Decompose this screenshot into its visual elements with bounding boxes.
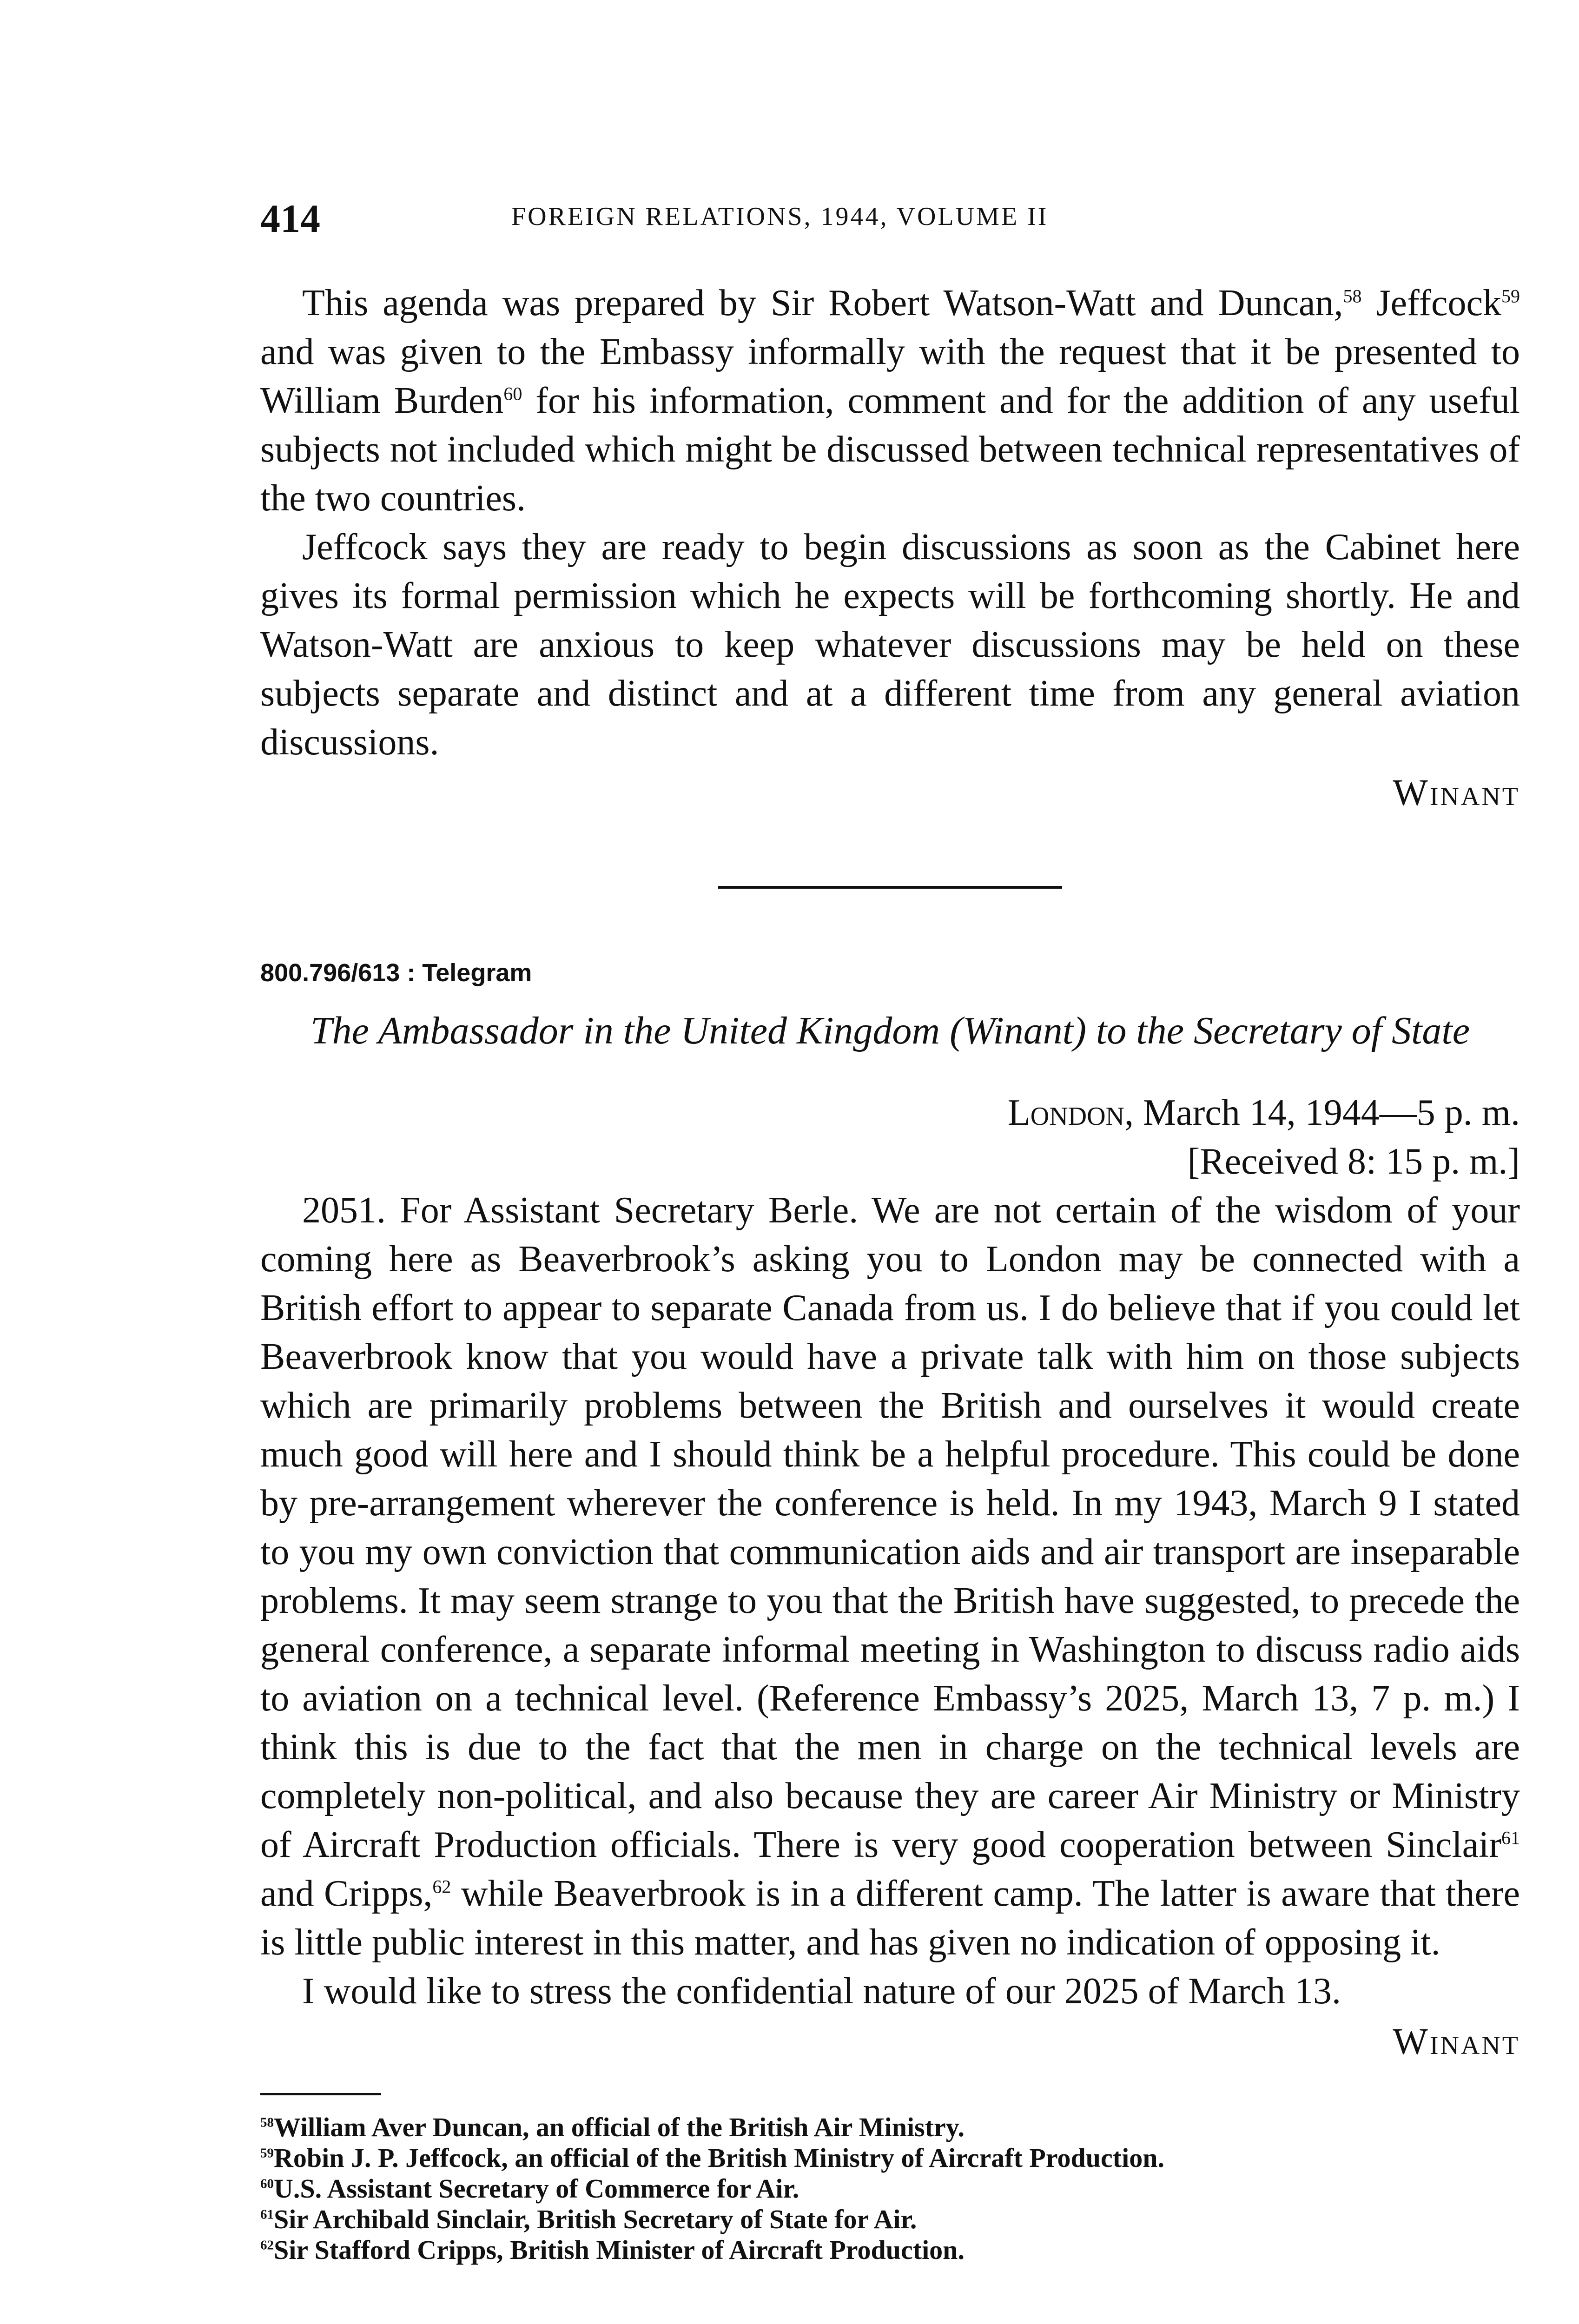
received-time: [Received 8: 15 p. m.] — [1187, 1141, 1520, 1182]
page-number: 414 — [260, 196, 320, 241]
document-body — [260, 279, 1520, 2265]
page-header — [260, 195, 1520, 246]
footnote-ref-61: 61 — [1501, 1827, 1520, 1849]
footnote-ref-58: 58 — [1343, 285, 1362, 307]
footnote-60: $^{60}$U.S. Assistant Secretary of Commerce for Air. — [260, 2173, 799, 2204]
paragraph-text: Jeffcock — [1361, 283, 1501, 324]
paragraph-text: for his information, comment and for the addition of any useful subjects not included which might be discussed between technical representatives of the two countries. — [260, 380, 1520, 519]
paragraph-text: and was given to the Embassy informally with the request that it be presented to William Burden — [260, 331, 1520, 421]
signature-winant-2: Winant — [1393, 2021, 1520, 2062]
footnote-ref-60: 60 — [503, 383, 522, 404]
document-title: The Ambassador in the United Kingdom (Winant) to the Secretary of State — [310, 1009, 1470, 1052]
dateline-date: , March 14, 1944—5 p. m. — [1124, 1092, 1520, 1133]
footnote-59: $^{59}$Robin J. P. Jeffcock, an official of the British Ministry of Aircraft Production. — [260, 2143, 1164, 2173]
footnote-ref-59: 59 — [1501, 285, 1520, 307]
paragraph-telegram — [260, 1186, 1520, 1967]
footnote-61: $^{61}$Sir Archibald Sinclair, British Secretary of State for Air. — [260, 2204, 917, 2234]
paragraph-text: 2051. For Assistant Secretary Berle. We are not certain of the wisdom of your coming here as Beaverbrook’s asking you to London may be connected with a British effort to appear to separate Canada from us. I do believe that if you could let Beaverbrook know that you would have a private talk with him on those subjects which are primarily problems between the British and ourselves it would create much good will here and I should think be a helpful procedure. This could be done by pre-arrangement wherever the conference is held. In my 1943, March 9 I stated to you my own conviction that communication aids and air transport are inseparable problems. It may seem strange to you that the British have suggested, to precede the general conference, a separate informal meeting in Washington to discuss radio aids to aviation on a technical level. (Reference Embassy’s 2025, March 13, 7 p. m.) I think this is due to the fact that the men in charge on the technical levels are completely non-political, and also because they are career Air Ministry or Ministry of Aircraft Production officials. There is very good cooperation between Sinclair — [260, 1190, 1520, 1865]
signature-winant-1: Winant — [1393, 772, 1520, 813]
paragraph-agenda — [260, 279, 1520, 523]
footnote-divider — [260, 2093, 381, 2095]
dateline-place: London — [1007, 1092, 1124, 1133]
paragraph-text: while Beaverbrook is in a different camp. The latter is aware that there is little public interest in this matter, and has given no indication of opposing it. — [260, 1873, 1520, 1963]
paragraph-jeffcock: Jeffcock says they are ready to begin discussions as soon as the Cabinet here gives its formal permission which he expects will be forthcoming shortly. He and Watson-Watt are anxious to keep whatever discussions may be held on these subjects separate and distinct and at a different time from any general aviation discussions. — [260, 527, 1520, 763]
paragraph-text: This agenda was prepared by Sir Robert Watson-Watt and Duncan, — [302, 283, 1343, 324]
footnote-ref-62: 62 — [432, 1876, 451, 1897]
dateline — [260, 1089, 1520, 1137]
section-divider — [718, 886, 1062, 889]
footnote-58: $^{58}$William Aver Duncan, an official of the British Air Ministry. — [260, 2112, 965, 2142]
footnotes — [260, 2112, 1520, 2265]
footnote-62: $^{62}$Sir Stafford Cripps, British Minister of Aircraft Production. — [260, 2235, 965, 2265]
paragraph-text: and Cripps, — [260, 1873, 433, 1914]
running-head: FOREIGN RELATIONS, 1944, VOLUME II — [511, 202, 1049, 231]
file-reference: 800.796/613 : Telegram — [260, 959, 532, 987]
paragraph-confidential: I would like to stress the confidential nature of our 2025 of March 13. — [302, 1971, 1341, 2012]
